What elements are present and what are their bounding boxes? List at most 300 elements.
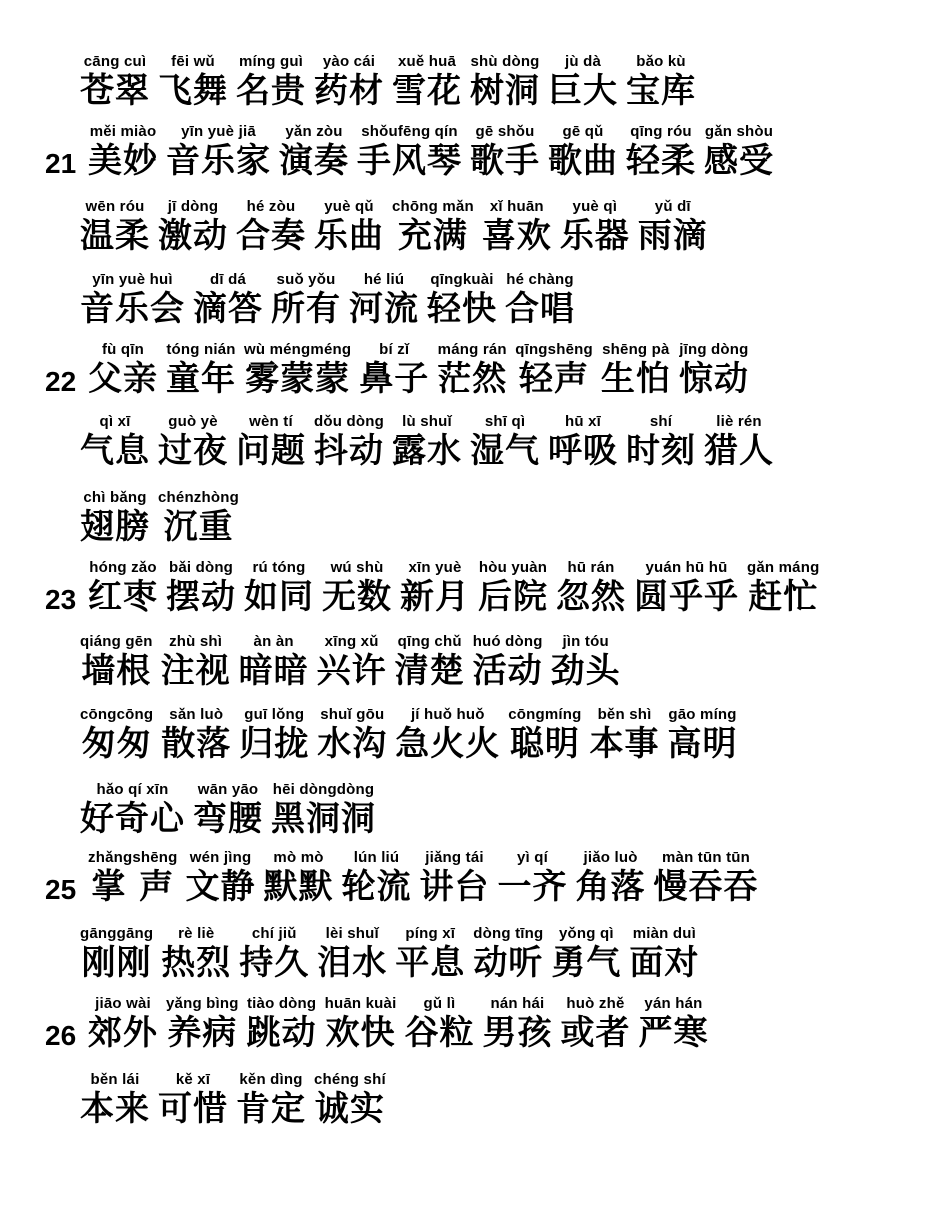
hanzi: 滴答 xyxy=(193,289,263,329)
pinyin: zhǎngshēng xyxy=(88,849,178,866)
pinyin: yì qí xyxy=(517,849,549,866)
pinyin: lún liú xyxy=(353,849,400,866)
vocab-word xyxy=(161,924,231,982)
pinyin: běn lái xyxy=(90,1071,140,1088)
hanzi: 树洞 xyxy=(470,71,540,111)
hanzi: 红枣 xyxy=(88,577,158,617)
vocab-word xyxy=(161,632,231,690)
hanzi: 面对 xyxy=(629,943,700,983)
vocab-word xyxy=(704,122,774,180)
pinyin: yuè qì xyxy=(572,198,618,215)
vocab-word xyxy=(392,52,462,110)
vocab-word xyxy=(166,558,236,616)
hanzi: 泪水 xyxy=(317,943,388,983)
vocab-word xyxy=(236,412,306,470)
pinyin: hū xī xyxy=(564,413,601,430)
vocab-word xyxy=(508,705,581,763)
vocab-word xyxy=(236,197,306,255)
vocab-word xyxy=(166,340,236,398)
vocab-word xyxy=(325,994,397,1052)
pinyin: lù shuǐ xyxy=(402,413,452,430)
vocab-word xyxy=(395,632,465,690)
hanzi: 过夜 xyxy=(158,431,228,471)
vocab-word xyxy=(679,340,749,398)
hanzi: 河流 xyxy=(349,289,419,329)
hanzi: 匆匆 xyxy=(81,724,152,764)
pinyin: yào cái xyxy=(322,53,376,70)
vocab-word xyxy=(576,848,646,906)
hanzi: 充满 xyxy=(397,216,468,256)
vocab-word xyxy=(80,780,185,838)
hanzi: 露水 xyxy=(392,431,462,471)
word-group xyxy=(80,780,376,838)
vocab-word xyxy=(420,848,490,906)
hanzi: 手风琴 xyxy=(357,141,462,181)
hanzi: 新月 xyxy=(400,577,470,617)
vocab-word xyxy=(236,1070,306,1128)
hanzi: 呼吸 xyxy=(548,431,618,471)
vocab-word xyxy=(80,270,185,328)
pinyin: kěn dìng xyxy=(239,1071,303,1088)
hanzi: 温柔 xyxy=(80,216,150,256)
hanzi: 翅膀 xyxy=(80,507,150,547)
pinyin: hǎo qí xīn xyxy=(96,781,169,798)
hanzi: 归拢 xyxy=(239,724,310,764)
hanzi: 所有 xyxy=(271,289,341,329)
pinyin: qīngshēng xyxy=(515,341,593,358)
hanzi: 持久 xyxy=(239,943,310,983)
vocab-word xyxy=(470,412,540,470)
pinyin: tóng nián xyxy=(166,341,236,358)
hanzi: 气息 xyxy=(80,431,150,471)
hanzi: 欢快 xyxy=(325,1013,396,1053)
vocab-word xyxy=(80,924,153,982)
vocab-word xyxy=(392,197,474,255)
word-group xyxy=(80,488,239,546)
hanzi: 苍翠 xyxy=(80,71,150,111)
hanzi: 本事 xyxy=(589,724,660,764)
pinyin: jiǎng tái xyxy=(425,849,484,866)
hanzi: 高明 xyxy=(667,724,738,764)
pinyin: jiǎo luò xyxy=(583,849,638,866)
hanzi: 湿气 xyxy=(470,431,540,471)
vocab-word xyxy=(317,632,387,690)
vocab-word xyxy=(626,122,696,180)
pinyin: xuě huā xyxy=(397,53,457,70)
hanzi: 歌手 xyxy=(470,141,540,181)
vocab-word xyxy=(271,270,341,328)
pinyin: hé chàng xyxy=(506,271,574,288)
hanzi: 歌曲 xyxy=(548,141,618,181)
vocab-word xyxy=(349,270,419,328)
hanzi: 弯腰 xyxy=(193,799,263,839)
vocab-word xyxy=(158,1070,228,1128)
vocab-word xyxy=(88,122,158,180)
pinyin: wú shù xyxy=(330,559,384,576)
pinyin: huó dòng xyxy=(472,633,543,650)
vocab-word xyxy=(244,340,351,398)
vocab-word xyxy=(473,632,543,690)
pinyin: gē shǒu xyxy=(475,123,535,140)
pinyin: yǔ dī xyxy=(654,198,691,215)
pinyin: huò zhě xyxy=(566,995,625,1012)
hanzi: 乐曲 xyxy=(314,216,384,256)
vocab-word xyxy=(80,197,150,255)
pinyin: wēn róu xyxy=(85,198,145,215)
vocab-word xyxy=(498,848,568,906)
vocab-word xyxy=(470,122,540,180)
pinyin: yǎn zòu xyxy=(285,123,343,140)
hanzi: 茫然 xyxy=(437,359,508,399)
word-group xyxy=(88,340,749,398)
word-group xyxy=(80,197,708,255)
pinyin: shí xyxy=(649,413,673,430)
pinyin: bǎo kù xyxy=(636,53,686,70)
pinyin: qīng chǔ xyxy=(397,633,462,650)
vocab-word xyxy=(395,924,465,982)
vocab-word xyxy=(317,705,387,763)
vocab-word xyxy=(193,270,263,328)
pinyin: nán hái xyxy=(490,995,545,1012)
vocab-word xyxy=(560,197,630,255)
pinyin: wèn tí xyxy=(249,413,293,430)
vocab-word xyxy=(239,924,309,982)
vocab-word xyxy=(668,705,738,763)
hanzi: 名贵 xyxy=(236,71,306,111)
hanzi: 生怕 xyxy=(600,359,671,399)
pinyin: qiáng gēn xyxy=(80,633,153,650)
hanzi: 聪明 xyxy=(509,724,580,764)
hanzi: 动听 xyxy=(473,943,544,983)
pinyin: tiào dòng xyxy=(246,995,317,1012)
lesson-number: 25 xyxy=(45,874,77,905)
word-group xyxy=(80,632,621,690)
hanzi: 喜欢 xyxy=(481,216,552,256)
pinyin: hé zòu xyxy=(246,198,296,215)
pinyin: gǎn shòu xyxy=(704,123,774,140)
hanzi: 男孩 xyxy=(482,1013,553,1053)
pinyin: liè rén xyxy=(716,413,762,430)
hanzi: 巨大 xyxy=(548,71,618,111)
vocab-word xyxy=(166,994,239,1052)
hanzi: 角落 xyxy=(575,867,646,907)
pinyin: bǎi dòng xyxy=(168,559,234,576)
pinyin: yǎng bìng xyxy=(166,995,239,1012)
hanzi: 可惜 xyxy=(158,1089,228,1129)
vocab-word xyxy=(314,1070,386,1128)
hanzi: 勇气 xyxy=(551,943,622,983)
hanzi: 抖动 xyxy=(314,431,384,471)
pinyin: hóng zǎo xyxy=(89,559,157,576)
pinyin: xǐ huān xyxy=(489,198,544,215)
pinyin: yīn yuè jiā xyxy=(181,123,256,140)
vocab-word xyxy=(626,52,696,110)
pinyin: shēng pà xyxy=(602,341,670,358)
hanzi: 平息 xyxy=(395,943,466,983)
hanzi: 郊外 xyxy=(88,1013,158,1053)
pinyin: shī qì xyxy=(484,413,526,430)
hanzi: 轻快 xyxy=(427,289,497,329)
hanzi: 轻声 xyxy=(519,359,590,399)
word-group xyxy=(80,52,696,110)
vocab-word xyxy=(239,705,309,763)
word-group xyxy=(88,848,759,906)
pinyin: qīng róu xyxy=(630,123,692,140)
pinyin: hòu yuàn xyxy=(478,559,548,576)
vocab-word xyxy=(158,52,228,110)
vocab-word xyxy=(473,924,543,982)
vocab-word xyxy=(437,340,507,398)
hanzi: 药材 xyxy=(314,71,384,111)
hanzi: 美妙 xyxy=(88,141,158,181)
pinyin: měi miào xyxy=(89,123,157,140)
pinyin: chéng shí xyxy=(314,1071,386,1088)
word-group xyxy=(80,1070,386,1128)
vocab-word xyxy=(560,994,630,1052)
hanzi: 养病 xyxy=(167,1013,238,1053)
pinyin: shù dòng xyxy=(470,53,540,70)
vocab-word xyxy=(482,994,552,1052)
pinyin: dòng tīng xyxy=(473,925,544,942)
pinyin: jí huǒ huǒ xyxy=(410,706,485,723)
vocab-word xyxy=(88,558,158,616)
hanzi: 合奏 xyxy=(236,216,306,256)
hanzi: 合唱 xyxy=(505,289,575,329)
pinyin: àn àn xyxy=(253,633,294,650)
vocab-word xyxy=(629,924,699,982)
vocab-word xyxy=(80,632,153,690)
hanzi: 散落 xyxy=(161,724,232,764)
hanzi: 雪花 xyxy=(392,71,462,111)
hanzi: 刚刚 xyxy=(81,943,152,983)
vocab-word xyxy=(264,848,334,906)
vocab-word xyxy=(158,412,228,470)
vocab-word xyxy=(551,632,621,690)
vocab-word xyxy=(556,558,626,616)
hanzi: 活动 xyxy=(472,651,543,691)
vocab-word xyxy=(186,848,256,906)
hanzi: 雨滴 xyxy=(637,216,708,256)
pinyin: mò mò xyxy=(273,849,324,866)
vocab-word xyxy=(314,412,384,470)
pinyin: qīngkuài xyxy=(430,271,494,288)
vocab-word xyxy=(80,1070,150,1128)
vocab-word xyxy=(654,848,759,906)
pinyin: fù qīn xyxy=(101,341,145,358)
hanzi: 感受 xyxy=(704,141,774,181)
hanzi: 音乐会 xyxy=(80,289,185,329)
word-group xyxy=(88,994,708,1052)
vocab-word xyxy=(638,197,708,255)
pinyin: rú tóng xyxy=(252,559,306,576)
pinyin: jī dòng xyxy=(167,198,219,215)
vocab-word xyxy=(322,558,392,616)
pinyin: jīng dòng xyxy=(679,341,749,358)
vocab-word xyxy=(193,780,263,838)
pinyin: qì xī xyxy=(99,413,131,430)
hanzi: 暗暗 xyxy=(238,651,309,691)
pinyin: xīng xǔ xyxy=(324,633,379,650)
pinyin: chì bǎng xyxy=(83,489,147,506)
hanzi: 或者 xyxy=(560,1013,631,1053)
pinyin: cōngcōng xyxy=(80,706,154,723)
word-group xyxy=(80,412,774,470)
pinyin: wān yāo xyxy=(197,781,259,798)
vocab-word xyxy=(747,558,819,616)
hanzi: 热烈 xyxy=(161,943,232,983)
hanzi: 后院 xyxy=(478,577,548,617)
pinyin: chōng mǎn xyxy=(392,198,474,215)
vocab-word xyxy=(505,270,575,328)
pinyin: chí jiǔ xyxy=(251,925,297,942)
hanzi: 劲头 xyxy=(550,651,621,691)
vocab-word xyxy=(551,924,621,982)
hanzi: 严寒 xyxy=(638,1013,709,1053)
word-group xyxy=(80,270,575,328)
vocab-word xyxy=(478,558,548,616)
pinyin: xīn yuè xyxy=(408,559,462,576)
hanzi: 童年 xyxy=(166,359,236,399)
hanzi: 肯定 xyxy=(236,1089,306,1129)
vocab-word xyxy=(80,52,150,110)
hanzi: 轮流 xyxy=(341,867,412,907)
hanzi: 讲台 xyxy=(419,867,490,907)
vocab-word xyxy=(357,122,462,180)
vocab-word xyxy=(166,122,271,180)
vocab-word xyxy=(548,122,618,180)
lesson-number: 22 xyxy=(45,366,77,397)
word-group xyxy=(80,705,738,763)
hanzi: 忽然 xyxy=(556,577,626,617)
hanzi: 掌 声 xyxy=(91,867,175,907)
vocab-word xyxy=(634,558,739,616)
hanzi: 默默 xyxy=(263,867,334,907)
vocab-word xyxy=(359,340,429,398)
pinyin: gāo míng xyxy=(668,706,737,723)
hanzi: 轻柔 xyxy=(626,141,696,181)
pinyin: yǒng qì xyxy=(559,925,614,942)
hanzi: 宝库 xyxy=(626,71,696,111)
hanzi: 演奏 xyxy=(279,141,349,181)
hanzi: 清楚 xyxy=(394,651,465,691)
vocab-word xyxy=(88,340,158,398)
pinyin: jìn tóu xyxy=(562,633,609,650)
hanzi: 慢吞吞 xyxy=(653,867,759,907)
vocab-word xyxy=(548,52,618,110)
hanzi: 如同 xyxy=(244,577,314,617)
pinyin: guò yè xyxy=(168,413,218,430)
hanzi: 诚实 xyxy=(314,1089,385,1129)
pinyin: míng guì xyxy=(238,53,304,70)
hanzi: 兴许 xyxy=(316,651,387,691)
vocab-word xyxy=(279,122,349,180)
pinyin: lèi shuǐ xyxy=(325,925,379,942)
vocab-word xyxy=(427,270,497,328)
pinyin: cāng cuì xyxy=(83,53,147,70)
pinyin: wén jìng xyxy=(189,849,252,866)
hanzi: 赶忙 xyxy=(748,577,819,617)
pinyin: huān kuài xyxy=(324,995,397,1012)
pinyin: hū rán xyxy=(567,559,615,576)
hanzi: 乐器 xyxy=(559,216,630,256)
hanzi: 音乐家 xyxy=(166,141,271,181)
pinyin: suǒ yǒu xyxy=(276,271,336,288)
hanzi: 黑洞洞 xyxy=(271,799,376,839)
pinyin: běn shì xyxy=(597,706,652,723)
vocab-word xyxy=(317,924,387,982)
hanzi: 沉重 xyxy=(163,507,234,547)
hanzi: 摆动 xyxy=(166,577,236,617)
hanzi: 问题 xyxy=(236,431,306,471)
hanzi: 本来 xyxy=(80,1089,150,1129)
pinyin: zhù shì xyxy=(169,633,223,650)
vocab-word xyxy=(626,412,696,470)
pinyin: gǔ lì xyxy=(423,995,456,1012)
vocab-word xyxy=(601,340,671,398)
vocab-word xyxy=(158,488,239,546)
word-group xyxy=(80,924,699,982)
word-group xyxy=(88,122,774,180)
vocab-word xyxy=(548,412,618,470)
pinyin: miàn duì xyxy=(632,925,697,942)
hanzi: 鼻子 xyxy=(359,359,430,399)
hanzi: 时刻 xyxy=(626,431,696,471)
vocab-word xyxy=(342,848,412,906)
pinyin: máng rán xyxy=(437,341,507,358)
vocab-word xyxy=(638,994,708,1052)
hanzi: 一齐 xyxy=(497,867,568,907)
pinyin: gānggāng xyxy=(80,925,154,942)
hanzi: 飞舞 xyxy=(158,71,228,111)
pinyin: yuán hū hū xyxy=(645,559,728,576)
vocab-word xyxy=(314,52,384,110)
pinyin: jiāo wài xyxy=(95,995,151,1012)
vocab-word xyxy=(80,705,153,763)
vocab-word xyxy=(590,705,660,763)
pinyin: gē qǔ xyxy=(562,123,604,140)
pinyin: píng xī xyxy=(405,925,456,942)
pinyin: wù méngméng xyxy=(244,341,352,358)
pinyin: cōngmíng xyxy=(508,706,582,723)
hanzi: 激动 xyxy=(158,216,228,256)
vocab-word xyxy=(236,52,306,110)
vocab-word xyxy=(161,705,231,763)
hanzi: 注视 xyxy=(160,651,231,691)
word-group xyxy=(88,558,819,616)
vocab-word xyxy=(88,994,158,1052)
pinyin: gǎn máng xyxy=(747,559,820,576)
hanzi: 跳动 xyxy=(246,1013,317,1053)
hanzi: 父亲 xyxy=(88,359,158,399)
vocab-word xyxy=(470,52,540,110)
vocab-word xyxy=(271,780,376,838)
pinyin: yuè qǔ xyxy=(324,198,374,215)
pinyin: dī dá xyxy=(209,271,246,288)
hanzi: 谷粒 xyxy=(404,1013,475,1053)
vocab-word xyxy=(482,197,552,255)
pinyin: màn tūn tūn xyxy=(662,849,751,866)
hanzi: 无数 xyxy=(322,577,392,617)
pinyin: fēi wǔ xyxy=(171,53,215,70)
hanzi: 猎人 xyxy=(704,431,774,471)
vocab-word xyxy=(404,994,474,1052)
pinyin: jù dà xyxy=(564,53,601,70)
pinyin: rè liè xyxy=(178,925,215,942)
vocab-word xyxy=(80,488,150,546)
pinyin: guī lǒng xyxy=(244,706,305,723)
pinyin: chénzhòng xyxy=(158,489,239,506)
lesson-number: 21 xyxy=(45,148,77,179)
